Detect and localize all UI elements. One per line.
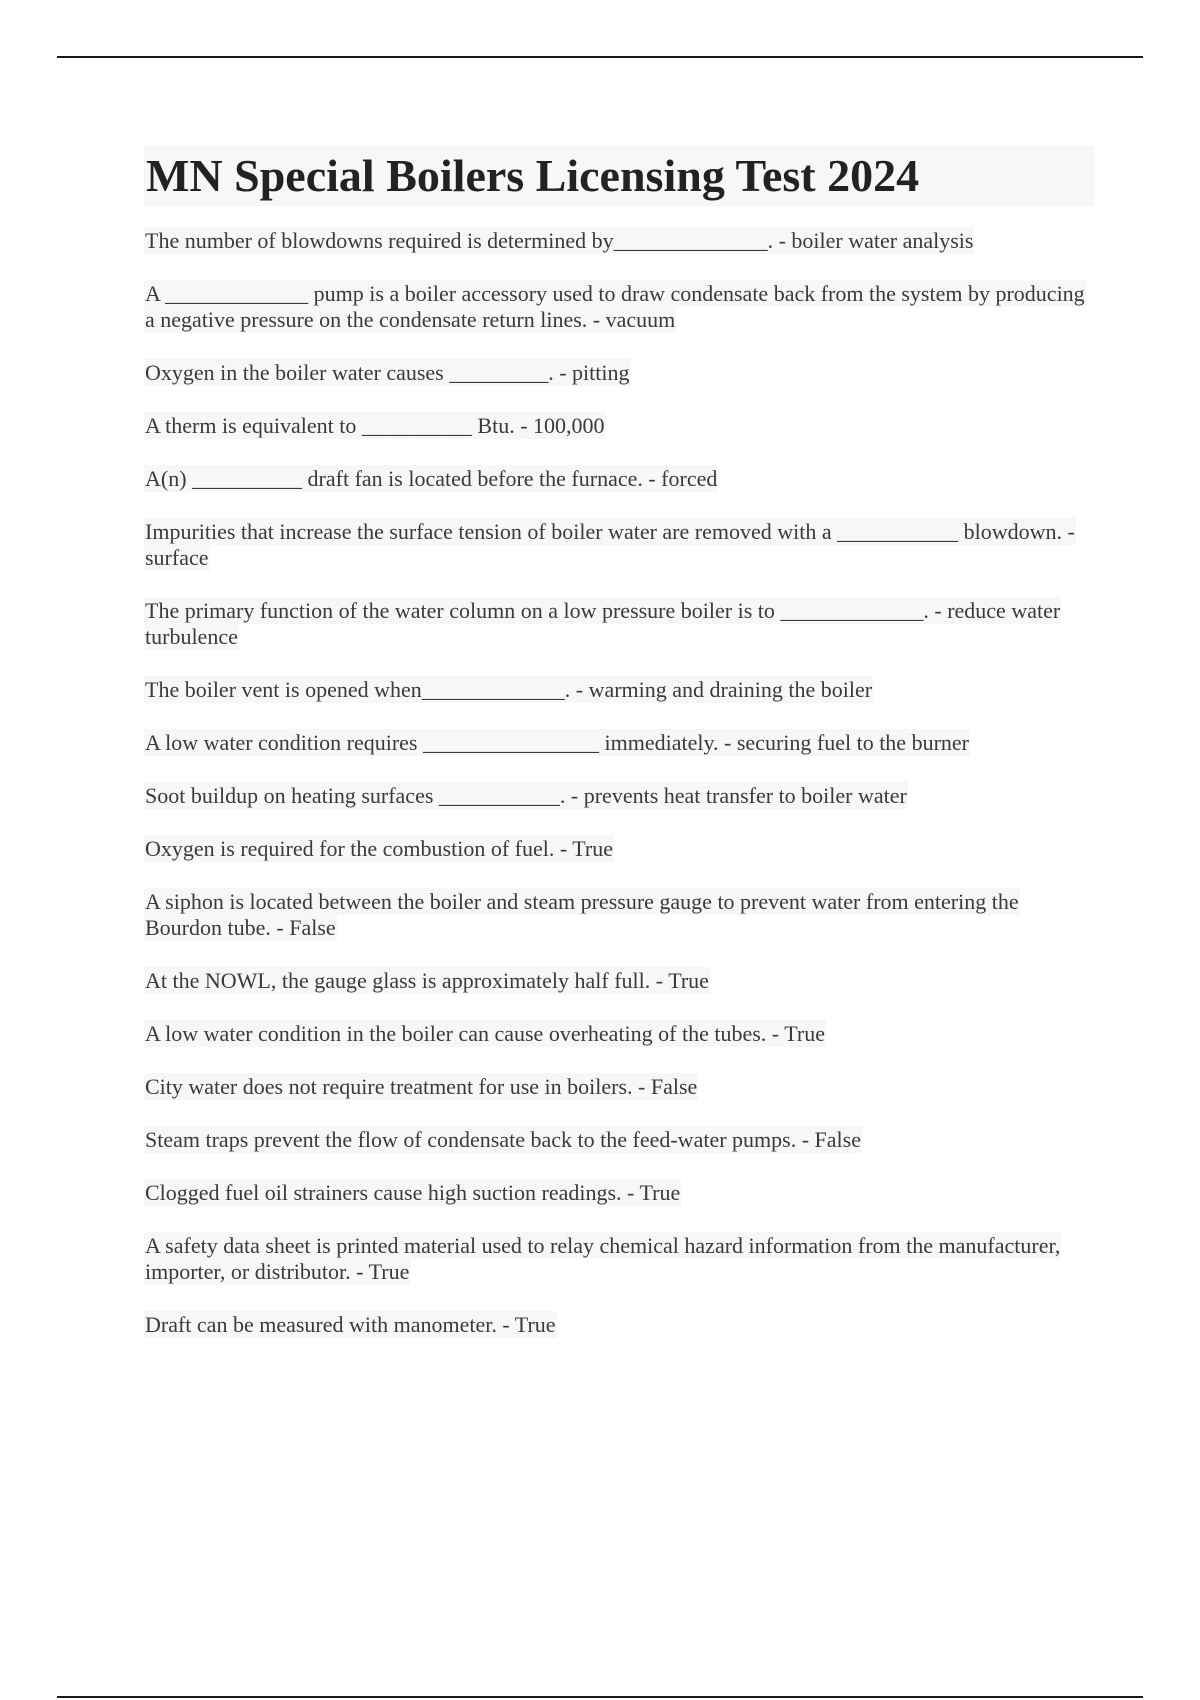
- question-text: A(n) __________ draft fan is located before the furnace. - forced: [145, 466, 718, 491]
- question-item: [144, 360, 1094, 386]
- question-list: [144, 228, 1094, 1338]
- question-item: [144, 413, 1094, 439]
- question-item: [144, 598, 1094, 650]
- question-text: Oxygen is required for the combustion of fuel. - True: [145, 836, 614, 861]
- question-text: A low water condition requires ________________ immediately. - securing fuel to the burner: [145, 730, 969, 755]
- question-text: Soot buildup on heating surfaces ___________. - prevents heat transfer to boiler water: [145, 783, 907, 808]
- question-text: A safety data sheet is printed material used to relay chemical hazard information from the manufacturer, importer, or distributor. - True: [145, 1233, 1061, 1284]
- question-text: City water does not require treatment for use in boilers. - False: [145, 1074, 698, 1099]
- question-item: [144, 1074, 1094, 1100]
- question-item: [144, 889, 1094, 941]
- bottom-divider: [57, 1696, 1143, 1698]
- question-item: [144, 281, 1094, 333]
- question-item: [144, 677, 1094, 703]
- question-text: A siphon is located between the boiler and steam pressure gauge to prevent water from entering the Bourdon tube. - False: [145, 889, 1019, 940]
- question-item: [144, 1233, 1094, 1285]
- question-text: A low water condition in the boiler can cause overheating of the tubes. - True: [145, 1021, 825, 1046]
- question-item: [144, 466, 1094, 492]
- question-text: A _____________ pump is a boiler accessory used to draw condensate back from the system by producing a negative pressure on the condensate return lines. - vacuum: [145, 281, 1085, 332]
- question-text: A therm is equivalent to __________ Btu. - 100,000: [145, 413, 605, 438]
- document-body: [144, 146, 1094, 1365]
- question-item: [144, 519, 1094, 571]
- question-text: The primary function of the water column on a low pressure boiler is to _____________. - reduce water turbulence: [145, 598, 1061, 649]
- question-text: At the NOWL, the gauge glass is approximately half full. - True: [145, 968, 709, 993]
- question-item: [144, 1180, 1094, 1206]
- question-item: [144, 1021, 1094, 1047]
- question-text: Steam traps prevent the flow of condensate back to the feed-water pumps. - False: [145, 1127, 861, 1152]
- question-item: [144, 836, 1094, 862]
- question-text: Impurities that increase the surface tension of boiler water are removed with a ___________ blowdown. - surface: [145, 519, 1075, 570]
- question-item: [144, 1127, 1094, 1153]
- question-item: [144, 1312, 1094, 1338]
- question-text: Oxygen in the boiler water causes _________. - pitting: [145, 360, 630, 385]
- question-text: Clogged fuel oil strainers cause high suction readings. - True: [145, 1180, 681, 1205]
- question-text: The boiler vent is opened when_____________. - warming and draining the boiler: [145, 677, 873, 702]
- page-title: MN Special Boilers Licensing Test 2024: [144, 146, 1094, 206]
- question-item: [144, 783, 1094, 809]
- top-divider: [57, 56, 1143, 58]
- question-text: The number of blowdowns required is determined by______________. - boiler water analysis: [145, 228, 974, 253]
- question-item: [144, 968, 1094, 994]
- question-item: [144, 730, 1094, 756]
- question-item: [144, 228, 1094, 254]
- question-text: Draft can be measured with manometer. - True: [145, 1312, 556, 1337]
